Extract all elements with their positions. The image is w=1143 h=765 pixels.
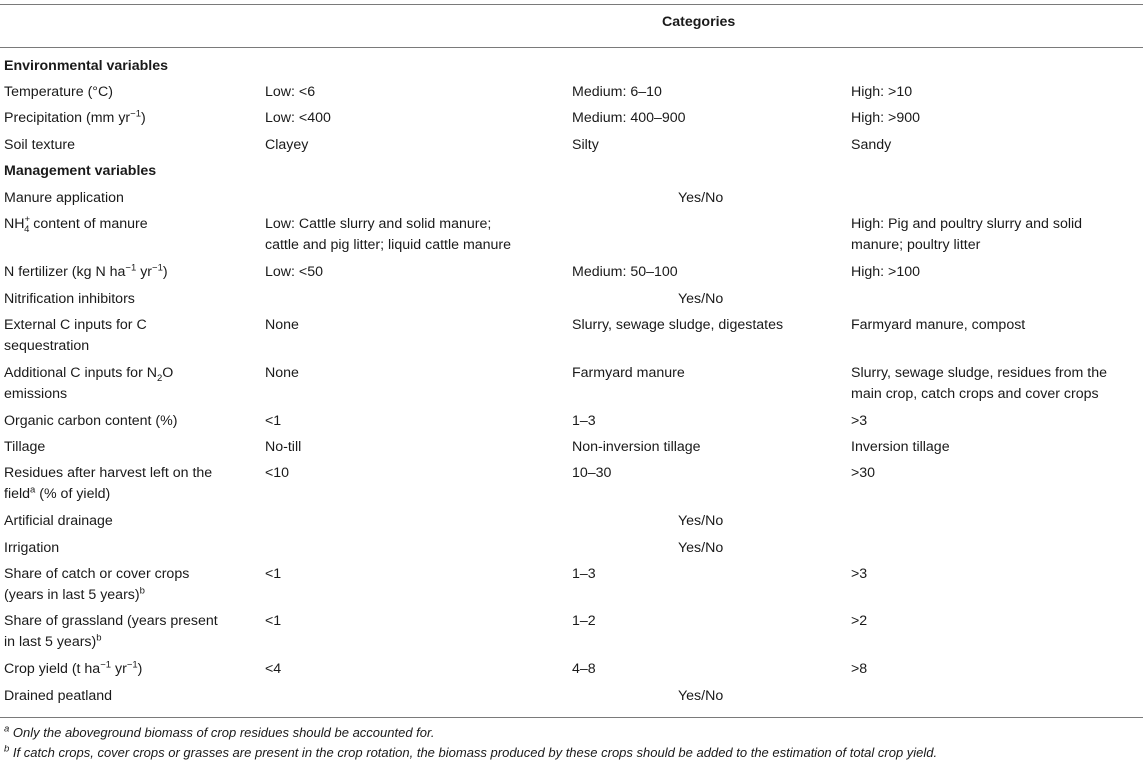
row-additionalc-label-line1: Additional C inputs for $N_2O$ bbox=[4, 365, 174, 384]
row-residues-label-line2: field$^a$ (% of yield) bbox=[4, 484, 111, 502]
row-manure-value: Yes/No bbox=[678, 190, 724, 206]
row-additionalc-high-line1: Slurry, sewage sludge, residues from the bbox=[851, 365, 1108, 381]
row-soil-label: Soil texture bbox=[4, 137, 75, 153]
row-residues-label-line1: Residues after harvest left on the bbox=[4, 465, 213, 481]
row-precipitation-low: Low: <400 bbox=[265, 110, 331, 126]
row-additionalc-low: None bbox=[265, 365, 299, 381]
row-soil-low: Clayey bbox=[265, 137, 309, 153]
row-manure-label: Manure application bbox=[4, 190, 124, 206]
row-nfert-high: High: >100 bbox=[851, 264, 921, 280]
row-drainage-value: Yes/No bbox=[678, 513, 724, 529]
row-soil-high: Sandy bbox=[851, 137, 892, 153]
row-precipitation-high: High: >900 bbox=[851, 110, 921, 126]
row-catchcrops-label-line1: Share of catch or cover crops bbox=[4, 566, 190, 582]
row-temperature-low: Low: <6 bbox=[265, 84, 316, 100]
footnote-a: $^a$ Only the aboveground biomass of crop residues should be accounted for. bbox=[4, 723, 435, 740]
footnote-b: $^b$ If catch crops, cover crops or grasses are present in the crop rotation, the biomass produced by these crops should be added to the estimation of total crop yield. bbox=[4, 743, 938, 760]
row-soil-medium: Silty bbox=[572, 137, 599, 153]
row-nh4-high-line2: manure; poultry litter bbox=[851, 237, 981, 253]
row-cropyield-label: Crop yield (t $ha^{-1}$ $yr^{-1}$) bbox=[4, 659, 143, 677]
row-temperature-high: High: >10 bbox=[851, 84, 913, 100]
row-externalc-medium: Slurry, sewage sludge, digestates bbox=[572, 317, 784, 333]
row-residues-medium: 10–30 bbox=[572, 465, 612, 481]
row-tillage-medium: Non-inversion tillage bbox=[572, 439, 701, 455]
row-nfert-low: Low: <50 bbox=[265, 264, 323, 280]
row-catchcrops-high: >3 bbox=[851, 566, 868, 582]
row-externalc-label-line1: External C inputs for C bbox=[4, 317, 147, 333]
row-temperature-label: Temperature (°C) bbox=[4, 84, 113, 100]
row-precipitation-medium: Medium: 400–900 bbox=[572, 110, 686, 126]
header-rule bbox=[0, 47, 1143, 48]
row-additionalc-label-line2: emissions bbox=[4, 386, 68, 402]
row-nfert-medium: Medium: 50–100 bbox=[572, 264, 678, 280]
row-catchcrops-low: <1 bbox=[265, 566, 282, 582]
section-management: Management variables bbox=[4, 163, 157, 179]
row-organic-low: <1 bbox=[265, 413, 282, 429]
row-nh4-low-line1: Low: Cattle slurry and solid manure; bbox=[265, 216, 492, 232]
row-catchcrops-medium: 1–3 bbox=[572, 566, 596, 582]
row-nh4-high-line1: High: Pig and poultry slurry and solid bbox=[851, 216, 1083, 232]
row-externalc-low: None bbox=[265, 317, 299, 333]
row-tillage-low: No-till bbox=[265, 439, 302, 455]
row-nfert-label: N fertilizer (kg N $ha^{-1}$ $yr^{-1}$) bbox=[4, 262, 168, 280]
row-additionalc-high-line2: main crop, catch crops and cover crops bbox=[851, 386, 1099, 402]
row-cropyield-low: <4 bbox=[265, 661, 282, 677]
row-additionalc-medium: Farmyard manure bbox=[572, 365, 685, 381]
row-externalc-label-line2: sequestration bbox=[4, 338, 90, 354]
row-irrigation-value: Yes/No bbox=[678, 540, 724, 556]
row-residues-high: >30 bbox=[851, 465, 876, 481]
row-peatland-label: Drained peatland bbox=[4, 688, 113, 704]
row-nitrification-value: Yes/No bbox=[678, 291, 724, 307]
row-grassland-label-line2: in last 5 years)$^b$ bbox=[4, 632, 102, 650]
row-organic-label: Organic carbon content (%) bbox=[4, 413, 178, 429]
section-environmental: Environmental variables bbox=[4, 58, 169, 74]
row-tillage-label: Tillage bbox=[4, 439, 46, 455]
row-grassland-high: >2 bbox=[851, 613, 868, 629]
row-organic-medium: 1–3 bbox=[572, 413, 596, 429]
row-peatland-value: Yes/No bbox=[678, 688, 724, 704]
row-organic-high: >3 bbox=[851, 413, 868, 429]
row-nitrification-label: Nitrification inhibitors bbox=[4, 291, 135, 307]
row-nh4-label: $NH^+_4$ content of manure bbox=[4, 214, 148, 235]
row-grassland-label-line1: Share of grassland (years present bbox=[4, 613, 218, 629]
row-drainage-label: Artificial drainage bbox=[4, 513, 113, 529]
row-grassland-medium: 1–2 bbox=[572, 613, 596, 629]
row-irrigation-label: Irrigation bbox=[4, 540, 60, 556]
row-cropyield-medium: 4–8 bbox=[572, 661, 596, 677]
categories-header: Categories bbox=[662, 14, 736, 30]
row-cropyield-high: >8 bbox=[851, 661, 868, 677]
row-precipitation-label: Precipitation (mm $yr^{-1}$) bbox=[4, 108, 146, 126]
row-externalc-high: Farmyard manure, compost bbox=[851, 317, 1026, 333]
bottom-rule bbox=[0, 717, 1143, 718]
row-nh4-low-line2: cattle and pig litter; liquid cattle manure bbox=[265, 237, 512, 253]
top-rule bbox=[0, 4, 1143, 5]
row-grassland-low: <1 bbox=[265, 613, 282, 629]
row-tillage-high: Inversion tillage bbox=[851, 439, 950, 455]
row-catchcrops-label-line2: (years in last 5 years)$^b$ bbox=[4, 585, 145, 603]
row-residues-low: <10 bbox=[265, 465, 290, 481]
row-temperature-medium: Medium: 6–10 bbox=[572, 84, 662, 100]
